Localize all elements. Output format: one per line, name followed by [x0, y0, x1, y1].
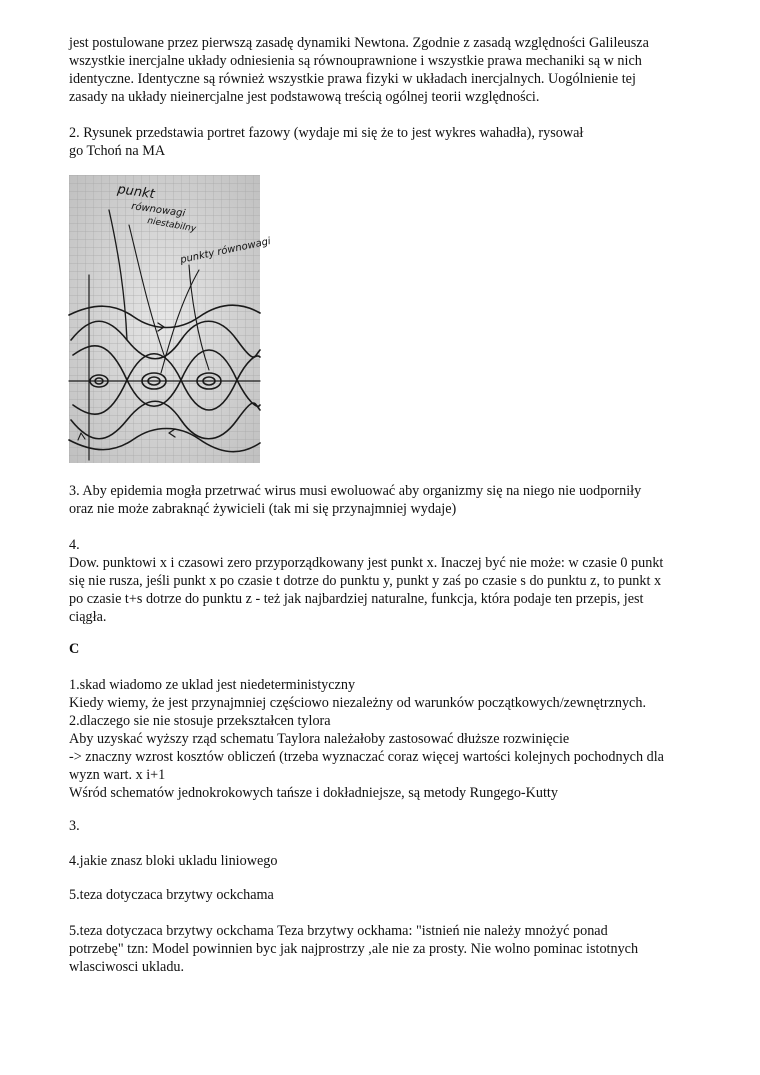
- phase-portrait-photo: [69, 175, 272, 463]
- question-2: [69, 124, 719, 160]
- handwritten-label-rownowagi: równowagi: [130, 201, 186, 220]
- text-line: potrzebę" tzn: Model powinnien byc jak najprostrzy ,ale nie za prosty. Nie wolno pominac istotnych: [69, 941, 639, 957]
- text-line: wszystkie inercjalne układy odniesienia są równouprawnione i wszystkie prawa mechaniki są w nich: [69, 53, 642, 69]
- text-line: 5.teza dotyczaca brzytwy ockchama Teza brzytwy ockhama: "istnień nie należy mnożyć ponad: [69, 923, 608, 939]
- question-4: [69, 536, 719, 626]
- handwritten-label-punkt: punkt: [116, 182, 156, 203]
- question-title: 1.skad wiadomo ze uklad jest niedeterministyczny: [69, 677, 356, 693]
- answer-line: Aby uzyskać wyższy rząd schematu Taylora należałoby zastosować dłuższe rozwinięcie: [69, 731, 570, 747]
- text-line: się nie rusza, jeśli punkt x po czasie t dotrze do punktu y, punkt y zaś po czasie s do punktu z, to punkt x: [69, 573, 662, 589]
- question-number: 4.: [69, 537, 80, 553]
- text-line: ciągła.: [69, 609, 107, 625]
- handwritten-label-punkty-rownowagi: punkty równowagi: [179, 236, 272, 266]
- section-c-q5b: [69, 922, 719, 976]
- question-title: 2.dlaczego sie nie stosuje przekształcen tylora: [69, 713, 331, 729]
- text-line: jest postulowane przez pierwszą zasadę dynamiki Newtona. Zgodnie z zasadą względności Galileusza: [69, 35, 649, 51]
- text-line: 3. Aby epidemia mogła przetrwać wirus musi ewoluować aby organizmy się na niego nie uodporniły: [69, 483, 642, 499]
- handwritten-label-niestabilny: niestabilny: [146, 216, 197, 235]
- text-line: po czasie t+s dotrze do punktu z - też jak najbardziej naturalne, funkcja, która podaje ten przepis, jest: [69, 591, 644, 607]
- section-c-q5a: 5.teza dotyczaca brzytwy ockchama: [69, 887, 274, 903]
- text-line: Dow. punktowi x i czasowi zero przyporządkowany jest punkt x. Inaczej być nie może: w czasie 0 punkt: [69, 555, 664, 571]
- answer-line: -> znaczny wzrost kosztów obliczeń (trzeba wyznaczać coraz więcej wartości kolejnych pochodnych dla: [69, 749, 664, 765]
- text-line: wlasciwosci ukladu.: [69, 959, 185, 975]
- answer-line: Wśród schematów jednokrokowych tańsze i dokładniejsze, są metody Rungego-Kutty: [69, 785, 558, 801]
- section-c-heading: C: [69, 641, 80, 657]
- text-line: 2. Rysunek przedstawia portret fazowy (wydaje mi się że to jest wykres wahadła), rysował: [69, 125, 584, 141]
- section-c-q3: 3.: [69, 818, 80, 834]
- answer-line: Kiedy wiemy, że jest przynajmniej częściowo niezależny od warunków początkowych/zewnętrznych.: [69, 695, 646, 711]
- text-line: go Tchoń na MA: [69, 143, 166, 159]
- section-c-q1-q2: [69, 676, 719, 802]
- text-line: oraz nie może zabraknąć żywicieli (tak mi się przynajmniej wydaje): [69, 501, 457, 517]
- intro-paragraph: [69, 34, 719, 106]
- text-line: identyczne. Identyczne są również wszystkie prawa fizyki w układach inercjalnych. Uogólnienie tej: [69, 71, 636, 87]
- text-line: zasady na układy nieinercjalne jest podstawową treścią ogólnej teorii względności.: [69, 89, 540, 105]
- phase-portrait-drawing: [69, 175, 272, 463]
- question-3: [69, 482, 719, 518]
- section-c-q4: 4.jakie znasz bloki ukladu liniowego: [69, 853, 278, 869]
- answer-line: wyzn wart. x i+1: [69, 767, 166, 783]
